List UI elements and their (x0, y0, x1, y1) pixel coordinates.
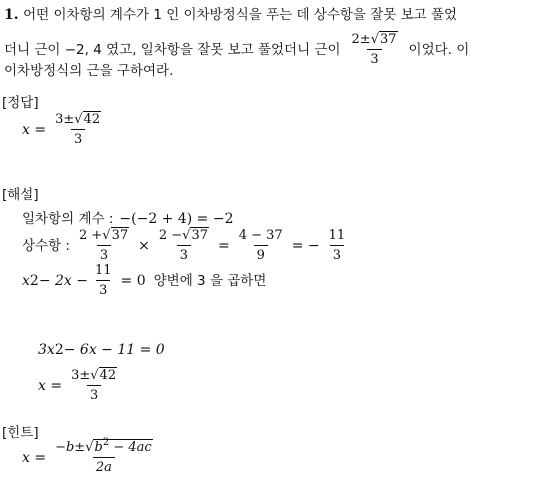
answer-expression: x = $\frac{3\pm√42}{3}$ (22, 112, 101, 147)
sqrt: √37 (182, 228, 208, 243)
problem-line-3: 이차방정식의 근을 구하여라. (4, 63, 174, 79)
hint-header: [힌트] (2, 425, 39, 441)
problem-text-1: 어떤 이차항의 계수가 1 인 이차방정식을 푸는 데 상수항을 잘못 보고 풀었 (23, 7, 458, 23)
sqrt: √42 (90, 368, 117, 383)
problem-number: 1. (4, 7, 19, 23)
problem-root-fraction: $\frac{2\pm√37}{3}$ (351, 32, 397, 67)
solution-line-5: x = $\frac{3\pm√42}{3}$ (38, 368, 117, 403)
solution-line-4: 3x 2 − 6x − 11 = 0 (38, 342, 165, 358)
solution-line-1: 일차항의 계수 : −(−2 + 4) = −2 (22, 211, 234, 227)
sqrt: √42 (74, 112, 101, 127)
problem-text-2: 더니 근이 −2, 4 였고, 일차항을 잘못 보고 풀었더니 근이 (4, 41, 341, 58)
sqrt: √37 (102, 228, 129, 243)
solution-line-2: 상수항 : $\frac{2 +√37}{3}$ × $\frac{2 -√37}{3}$ = $\frac{4 - 37}{9}$ = − $\frac{11}{3}$ (22, 228, 346, 263)
solution-header: [해설] (2, 187, 39, 203)
solution-line-3: x 2 − 2x − $\frac{11}{3}$ = 0 양변에 3 을 곱하면 (22, 263, 267, 298)
sqrt: √37 (370, 32, 397, 47)
hint-formula: x = $\frac{-b\pm√b^2 - 4ac}{2a}$ (22, 437, 152, 475)
answer-header: [정답] (2, 95, 39, 111)
problem-text-2b: 이었다. 이 (408, 41, 470, 58)
problem-line-1 (4, 6, 457, 24)
sqrt: $√b^2 - 4ac$ (85, 437, 152, 455)
